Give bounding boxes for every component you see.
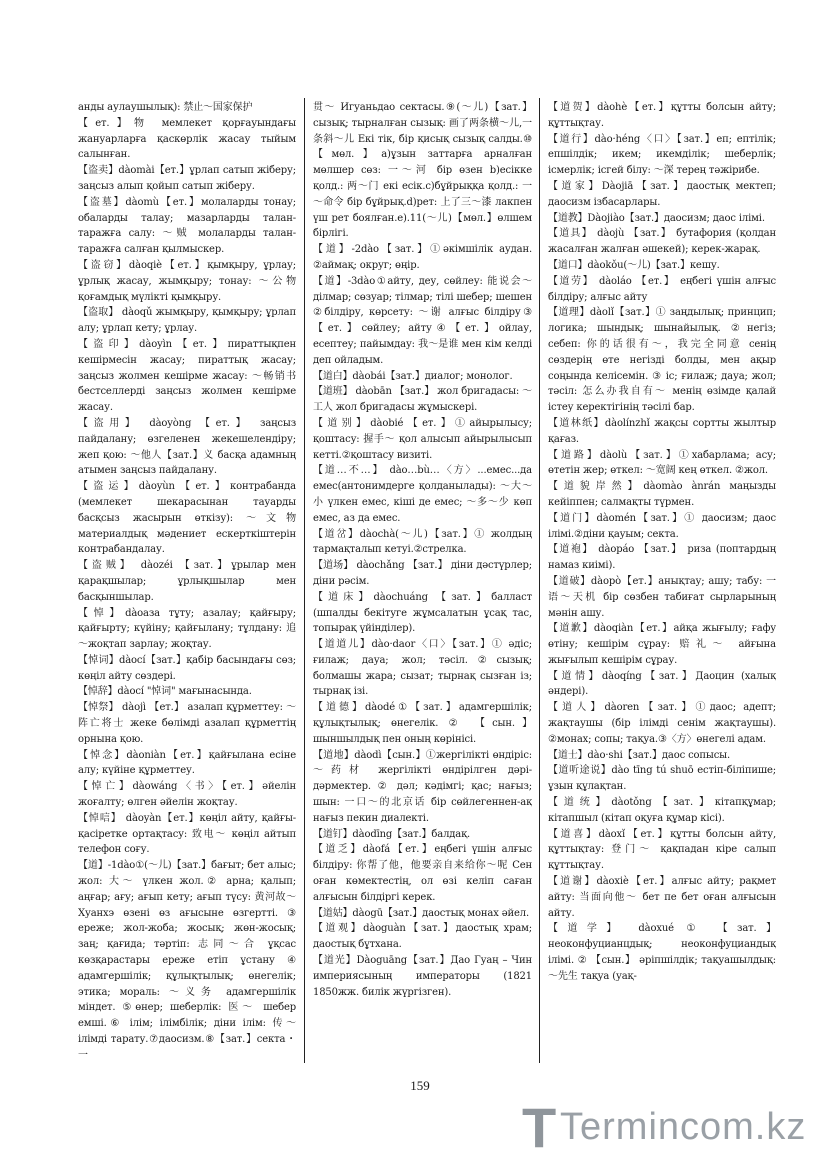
dictionary-entry: 【道门】dàomén【зат.】① даосизм; даос ілімі.②діни қауым; секта. xyxy=(548,512,776,540)
column-right xyxy=(548,100,776,1070)
dictionary-entry: 【盗墓】dàomù【ет.】молаларды тонау; обаларды талау; мазарларды талан-таражға салу: ～贼 молаларды талан-таражға салған қылмыскер. xyxy=(78,196,296,256)
dictionary-entry: 【盗取】 dàoqǔ жымқыру, қымқыру; ұрлап алу; ұрлап кету; ұрлау. xyxy=(78,307,296,335)
dictionary-entry: 【道林纸】dàolínzhǐ жақсы сортты жылтыр қағаз. xyxy=(548,417,776,445)
dictionary-entry: 【道路】dàolù【зат.】①хабарлама; асу; өтетін жер; өткел: ～宽阔 кең өткел. ②жол. xyxy=(548,449,776,477)
dictionary-entry: 【悼辞】dàocí "悼词" мағынасында. xyxy=(78,686,252,698)
dictionary-entry: 【悼唁】 dàoyàn【ет.】көңіл айту, қайғы-қасіретке ортақтасу: 致电～ көңіл айтып телефон соғу. xyxy=(78,812,296,856)
dictionary-entry: 【悼词】dàocí【зат.】қабір басындағы сөз; көңіл айту сөздері. xyxy=(78,654,296,682)
dictionary-entry: 【道人】dàoren【зат.】①даос; адепт; жақтаушы (бір ілімді сенім жақтаушы). ②монах; сопы; тақуа.③〈方〉өнегелі адам. xyxy=(548,702,776,745)
dictionary-entry: анды аулаушылық): 禁止～国家保护 xyxy=(78,102,253,113)
dictionary-entry: 【悼念】dàoniàn【ет.】қайғылана есіне алу; күйіне құрметтеу. xyxy=(78,749,296,777)
dictionary-entry: 【盗贼】 dàozéi 【зат.】ұрылар мен қарақшылар; ұрлықшылар мен басқыншылар. xyxy=(78,560,296,603)
column-left xyxy=(78,100,296,1070)
dictionary-entry: 【道贺】dàohè【ет.】құтты болсын айту; құттықтау. xyxy=(548,102,776,129)
dictionary-entry: 【道行】dào·héng〈口〉【зат.】еп; ептілік; епшілдік; икем; икемділік; шеберлік; ісмерлік; ісгей білу: ～深 терең тәжірибе. xyxy=(548,133,776,177)
dictionary-entry: 【道理】dàolǐ【зат.】① заңдылық; принцип; логика; шындық; шынайылық. ②негіз; себеп: 你的话很有～，我完全同意 сенің сөздерің өте негізді болды, мен ақыр соңында келісемін. ③ іс; ғилаж; дауа; жол; тәсіл: 怎么办我自有～ менің өзімде қалай істеу керектігінің тәсілі бар. xyxy=(548,307,776,414)
dictionary-entry: 【道】-3dào①айту, деу, сөйлеу: 能说会～ділмар; сөзуар; тілмар; тілі шебер; шешен ②білдіру, көрсету: ～谢 алғыс білдіру③【ет.】сөйлеу; айту④【ет.】ойлау, есептеу; пайымдау: 我～是谁 мен кім келді деп ойладым. xyxy=(313,275,532,366)
dictionary-entry: 【道谢】dàoxiè【ет.】алғыс айту; рақмет айту: 当面向他～ бет пе бет оған алғысын айту. xyxy=(548,876,776,919)
dictionary-entry: 【盗用】 dàoyòng 【ет.】 заңсыз пайдалану; өзгеленен жекешелендіру; жеп қою: ～他人【зат.】义 басқа адамның атымен заңсыз пайдалану. xyxy=(78,417,296,477)
dictionary-entry: 【道光】Dàoguāng【зат.】Дао Гуаң – Чин империясының императоры (1821 1850жж. билік жүргізген). xyxy=(313,955,532,998)
column-middle xyxy=(313,100,532,1070)
dictionary-entry: 【道钉】dàodīng【зат.】балдақ. xyxy=(313,828,471,840)
dictionary-entry: 【道歉】dàoqiàn【ет.】айқа жығылу; ғафу өтіну; кешірім сұрау: 赔礼～ айғына жығылып кешірім сұрау. xyxy=(548,623,776,666)
site-logo[interactable] xyxy=(522,1096,822,1164)
dictionary-entry: 【悼祭】 dàojì 【ет.】 азалап құрметтеу: ～阵亡将士 жеке бөлімді азалап құрметтің орнына қою. xyxy=(78,702,296,745)
dictionary-entry: 【道口】dàokǒu(～儿)【зат.】кешу. xyxy=(548,259,720,271)
dictionary-entry: 【道姑】dàogū【зат.】даостық монах әйел. xyxy=(313,907,529,919)
dictionary-entry: 【道白】dàobái【зат.】диалог; монолог. xyxy=(313,370,513,382)
dictionary-entry: 【ет.】物 мемлекет қорғауындағы жануарларға қаскөрлік жасау тыйым салынған. xyxy=(78,117,296,161)
dictionary-entry: 【道家】Dàojiā【зат.】даостық мектеп; даосизм ізбасарлары. xyxy=(548,180,776,208)
dictionary-entry: 【道别】dàobié【ет.】①айырылысу; қоштасу: 握手～ қол алысып айырылысып кетті.②қоштасу визиті. xyxy=(313,417,532,461)
dictionary-entry: 【道…不…】 dào…bù…〈方〉...емес...да емес(антонимдерге қолданылады): ～大～小 үлкен емес, кіші де емес; ～多～少 көп емес, аз да емес. xyxy=(313,465,532,524)
dictionary-entry: 【道床】dàochuáng 【зат.】балласт (шпалды бекітуге жұмсалатын ұсақ тас, топырақ үйінділер). xyxy=(313,591,532,635)
dictionary-entry: 【道乏】dàofá【ет.】еңбегі үшін алғыс білдіру: 你帮了他，他要亲自来给你～呢 Сен оған көмектестің, ол өзі келіп саған алғысын білдіргі керек. xyxy=(313,844,532,903)
dictionary-entry: 【盗卖】dàomài【ет.】ұрлап сатып жіберу; заңсыз алып қойып сатып жіберу. xyxy=(78,165,296,192)
dictionary-entry: 【道教】Dàojiào【зат.】даосизм; даос ілімі. xyxy=(548,212,765,224)
logo-mark: T xyxy=(522,1096,557,1159)
dictionary-entry: 【道观】dàoguàn【зат.】даостық храм; даостық бұтхана. xyxy=(313,923,532,951)
dictionary-entry: 【道统】dàotǒng【зат.】кітапқұмар; кітапшыл (кітап оқуға құмар кісі). xyxy=(548,797,776,824)
dictionary-entry: 【盗窃】dàoqiè【ет.】қымқыру, ұрлау; ұрлық жасау, жымқыру; тонау: ～公物 қоғамдық мүлікті қымқыру. xyxy=(78,259,296,303)
dictionary-entry: 【道袍】 dàopáo 【зат.】 риза (поптардың намаз киімі). xyxy=(548,544,776,572)
dictionary-entry: 【道道儿】dào·daor〈口〉【зат.】① әдіс; ғилаж; дауа; жол; тәсіл.②сызық; болмашы жара; сызат; тырнақ сызған із; тырнақ ізі. xyxy=(313,639,532,698)
dictionary-entry: 【悼】dàoаза тұту; азалау; қайғыру; қайғырту; күйіну; қайғылану; тұлдану: 追～жоқтап зарлау; жоқтау. xyxy=(78,607,296,651)
dictionary-entry: 【道地】dàodì【сын.】①жергілікті өндіріс: ～药材 жергілікті өндірілген дәрі-дәрмектер. ② дәл; кәдімгі; қас; нағыз; шын: 一口～的北京话 бір сөйлегеннен-ақ нағыз пекин диалекті. xyxy=(313,749,532,824)
dictionary-entry: 【道士】dào·shi【зат.】даос сопысы. xyxy=(548,749,731,761)
column-divider xyxy=(539,98,540,1063)
column-divider xyxy=(304,98,305,1063)
dictionary-entry: 【盗运】dàoyùn【ет.】контрабанда (мемлекет шекарасынан тауарды басқсыз жасырын өткізу): ～文物 материалдық мәдениет ескерткіштерін контрабандалау. xyxy=(78,481,296,556)
logo-text: Termincom.kz xyxy=(560,1106,807,1148)
dictionary-entry: 【道具】 dàojù 【зат.】 бутафория (қолдан жасалған жалған әшекей); керек-жарақ. xyxy=(548,228,776,256)
dictionary-entry: 【悼亡】dàowáng〈书〉【ет.】әйелін жоғалту; өлген әйелін жоқтау. xyxy=(78,781,296,809)
dictionary-entry: 【道学】 dàoxué ① 【зат.】 неоконфуцианцдық; неоконфуциандық ілімі. ② 【сын.】 әріпшілдік; тақуашылдық: ～先生 тақуа (уақ- xyxy=(548,923,776,982)
page-number: 159 xyxy=(410,1078,430,1093)
dictionary-entry: 贯～ Игуаньдао сектасы.⑨(～儿)【зат.】сызық; тырналған сызық: 画了两条横～儿,一条斜～儿 Екі тік, бір қисық сызық салды.⑩【мөл.】a)ұзын заттарға арналған мөлшер сөз: 一～河 бір өзен b)есікке қолд.: 两～门 екі есік.c)бұйрыққа қолд.: 一～命令 бір бұйрық.d)рет: 上了三～漆 лакпен үш рет боялған.e).11(～儿)【мөл.】өлшем бірлігі. xyxy=(313,102,532,240)
dictionary-entry: 【道情】dàoqíng【зат.】Даоцин (халық әндері). xyxy=(548,670,776,698)
dictionary-entry: 【道班】 dàobān 【зат.】 жол бригадасы: ～工人 жол бригадасы жұмыскері. xyxy=(313,386,532,414)
dictionary-entry: 【道破】dàopò【ет.】анықтау; ашу; табу: 一语～天机 бір сөзбен табиғат сырларының мәнін ашу. xyxy=(548,575,776,619)
dictionary-entry: 【道场】 dàochǎng 【зат.】 діни дәстүрлер; діни рәсім. xyxy=(313,560,532,587)
dictionary-entry: 【道劳】 dàoláo 【ет.】 еңбегі үшін алғыс білдіру; алғыс айту xyxy=(548,275,776,303)
dictionary-entry: 【盗印】dàoyìn【ет.】пираттықпен кешірмесін жасау; пираттық жасау; заңсыз жолмен кешірме жасау: ～畅销书 бестселлерді заңсыз жолмен кешірме жасау. xyxy=(78,338,296,414)
dictionary-entry: 【道岔】dàochà(～儿)【зат.】① жолдың тармақталып кетуі.②стрелка. xyxy=(313,528,532,556)
dictionary-entry: 【道听途说】dào tīng tú shuō естіп-біліпише; ұзын құлақтан. xyxy=(548,765,776,793)
dictionary-entry: 【道喜】dàoxǐ【ет.】құтты болсын айту, құттықтау: 登门～ қақпадан кіре салып құттықтау. xyxy=(548,828,776,872)
dictionary-entry: 【道】-1dào①(～儿)【зат.】бағыт; бет алыс; жол: 大～ үлкен жол.② арна; қалып; аңғар; ағу; ағып кету; ағып түсу: 黄河故～ Хуанхэ өзені өз ағысыне өзгертті. ③ ереже; жол-жоба; жосық; жөн-жосық; заң; қағида; тәртіп: 志同～合 ұқсас көзқарастары ереже етіп ұстану ④ адамгершілік; құлықтылық; өнегелік; этика; мораль: ～义务 адамгершілік міндет. ⑤өнер; шеберлік: 医～ шебер емші.⑥ ілім; ілімбілік; діни ілім: 传～ ілімді тарату.⑦даосизм.⑧【зат.】секта・一 xyxy=(78,860,296,1061)
dictionary-entry: 【道德】dàodé①【зат.】адамгершілік; құлықтылық; өнегелік. ② 【сын.】 шыншылдық пен оның көрінісі. xyxy=(313,702,532,745)
dictionary-entry: 【道】-2dào【зат.】①әкімшілік аудан. ②аймақ; округ; өңір. xyxy=(313,244,532,271)
dictionary-entry: 【道貌岸然】dàomào ànrán маңызды кейіппен; салмақты түрмен. xyxy=(548,481,776,508)
